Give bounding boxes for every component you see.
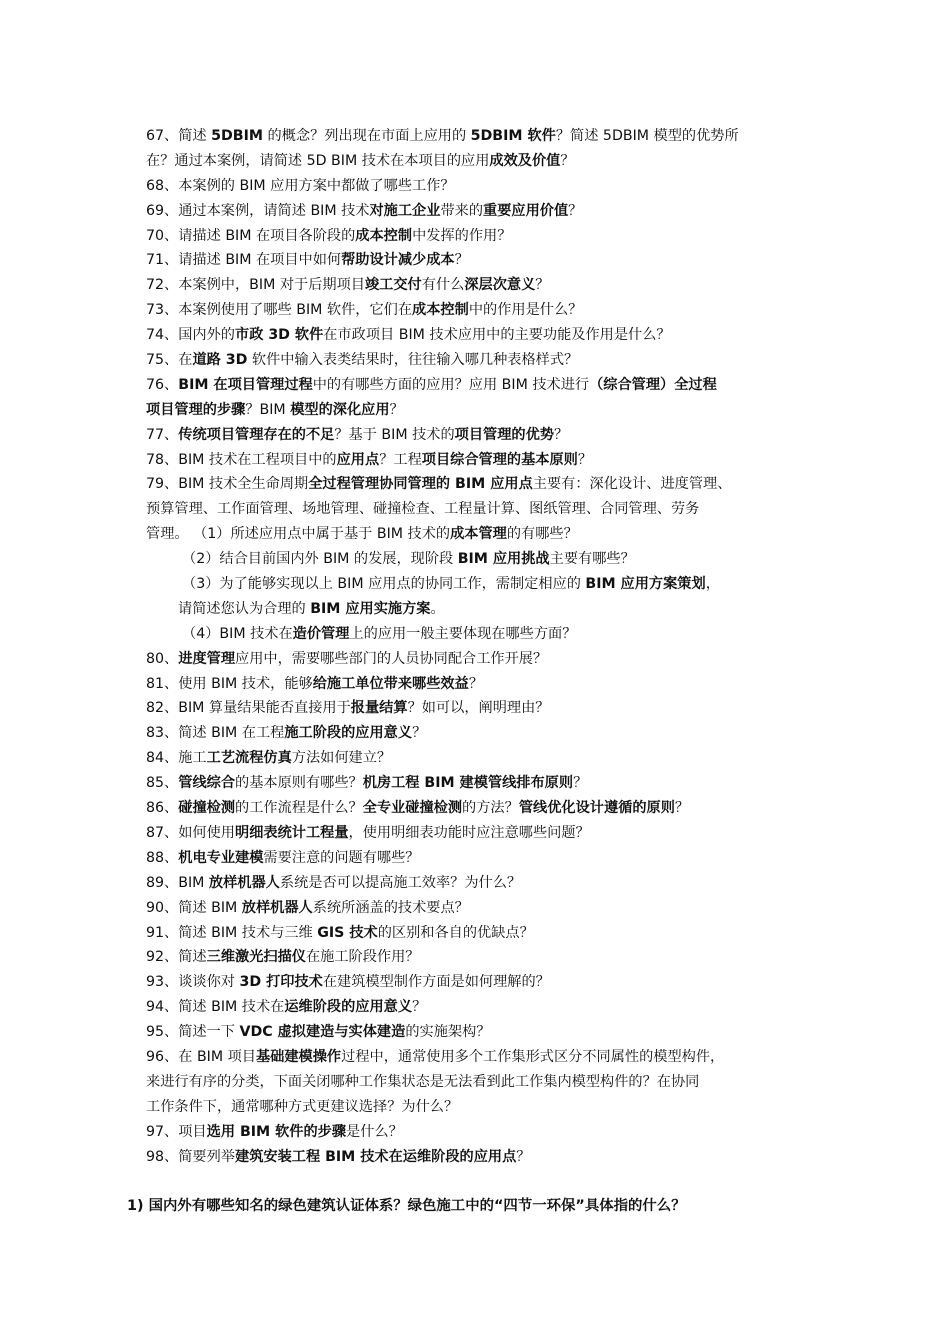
- question-line: [146, 1120, 826, 1145]
- text-segment: 中的有哪些方面的应用？应用 BIM 技术进行: [312, 376, 590, 393]
- text-segment: ？: [389, 401, 404, 418]
- text-segment: 的工作流程是什么？: [235, 800, 363, 817]
- question-line: [146, 174, 826, 199]
- question-line: [146, 771, 826, 796]
- question-line: [146, 472, 826, 497]
- text-segment: （3）为了能够实现以上 BIM 应用点的协同工作，需制定相应的: [182, 576, 586, 593]
- text-segment: ？: [412, 999, 427, 1016]
- text-segment: 预算管理、工作面管理、场地管理、碰撞检查、工程量计算、图纸管理、合同管理、劳务: [146, 501, 700, 518]
- bold-text: 模型的深化应用: [290, 401, 390, 418]
- text-segment: 86、: [146, 800, 179, 817]
- bold-text: 放样机器人: [208, 874, 280, 891]
- text-segment: （4）BIM 技术在: [182, 625, 293, 642]
- bold-text: 应用点: [336, 451, 380, 468]
- bold-text: GIS 技术: [317, 924, 378, 941]
- text-segment: ？基于 BIM 技术的: [334, 426, 455, 443]
- text-segment: 98、简要列举: [146, 1148, 235, 1165]
- question-line: [146, 497, 826, 522]
- bold-text: 三维激光扫描仪: [206, 949, 306, 966]
- question-line: [146, 871, 826, 896]
- question-line: [146, 224, 826, 249]
- text-segment: 82、BIM 算量结果能否直接用于: [146, 700, 351, 717]
- question-line: [146, 672, 826, 697]
- text-segment: 系统是否可以提高施工效率？为什么？: [279, 874, 522, 891]
- bold-text: 管线综合: [178, 775, 236, 792]
- bold-text: 成本管理: [450, 526, 507, 543]
- text-segment: 77、: [146, 426, 179, 443]
- bold-text: 机房工程 BIM 建模管线排布原则: [362, 775, 574, 792]
- text-segment: 带来的: [440, 202, 484, 219]
- bold-text: 运维阶段的应用意义: [284, 999, 413, 1016]
- section-heading: 1) 国内外有哪些知名的绿色建筑认证体系？绿色施工中的“四节一环保”具体指的什么？: [127, 1198, 686, 1214]
- question-line: [146, 373, 826, 398]
- text-segment: 在建筑模型制作方面是如何理解的？: [322, 974, 550, 991]
- text-segment: 88、: [146, 849, 179, 866]
- question-line: [146, 1145, 826, 1170]
- text-segment: ？: [573, 775, 588, 792]
- text-segment: 69、通过本案例，请简述 BIM 技术: [146, 202, 370, 219]
- question-line: [146, 348, 826, 373]
- question-line: [146, 273, 826, 298]
- question-line: [146, 696, 826, 721]
- question-line: [146, 945, 826, 970]
- bold-text: 工艺流程仿真: [206, 750, 292, 767]
- question-line: [146, 572, 826, 597]
- bold-text: 成本控制: [412, 302, 469, 319]
- question-line: [146, 199, 826, 224]
- text-segment: 67、简述: [146, 128, 212, 144]
- bold-text: 机电专业建模: [178, 849, 264, 866]
- question-line: [146, 896, 826, 921]
- text-segment: 上的应用一般主要体现在哪些方面？: [349, 625, 577, 642]
- bold-text: 项目管理的优势: [454, 426, 554, 443]
- text-segment: 84、施工: [146, 750, 207, 767]
- question-line: [146, 448, 826, 473]
- question-line: [146, 298, 826, 323]
- text-segment: 76、: [146, 376, 179, 393]
- bold-text: （综合管理）全过程: [589, 376, 717, 393]
- text-segment: 87、如何使用: [146, 824, 235, 841]
- bold-text: 给施工单位带来哪些效益: [312, 675, 469, 692]
- text-segment: ？BIM: [245, 401, 291, 418]
- text-segment: （2）结合目前国内外 BIM 的发展，现阶段: [182, 551, 458, 568]
- question-line: [146, 398, 826, 423]
- text-segment: 的概念？列出现在市面上应用的: [263, 128, 471, 144]
- question-line: [146, 124, 826, 149]
- bold-text: 深层次意义: [464, 277, 536, 294]
- question-line: [146, 970, 826, 995]
- text-segment: 79、BIM 技术全生命周期: [146, 476, 309, 493]
- bold-text: 项目管理的步骤: [146, 401, 246, 418]
- text-segment: 管理。 （1）所述应用点中属于基于 BIM 技术的: [146, 526, 451, 543]
- bold-text: 成本控制: [355, 227, 413, 244]
- text-segment: 的基本原则有哪些？: [235, 775, 363, 792]
- text-segment: 应用中，需要哪些部门的人员协同配合工作开展？: [235, 650, 548, 667]
- text-segment: 需要注意的问题有哪些？: [263, 849, 420, 866]
- question-line: [146, 796, 826, 821]
- text-segment: ？: [468, 675, 484, 692]
- text-segment: ？简述 5DBIM 模型的优势所: [555, 128, 739, 144]
- bold-text: 项目综合管理的基本原则: [421, 451, 578, 468]
- bold-text: 市政 3D 软件: [235, 327, 324, 344]
- text-segment: ，使用明细表功能时应注意哪些问题？: [348, 824, 590, 841]
- text-segment: ？: [535, 277, 550, 294]
- text-segment: 在市政项目 BIM 技术应用中的主要功能及作用是什么？: [323, 327, 671, 344]
- text-segment: 主要有：深化设计、进度管理、: [532, 476, 732, 493]
- question-line: [146, 846, 826, 871]
- text-segment: ？: [553, 426, 569, 443]
- question-line: [146, 323, 826, 348]
- text-segment: 请简述您认为合理的: [178, 600, 311, 617]
- text-segment: 93、谈谈你对: [146, 974, 240, 991]
- text-segment: 方法如何建立？: [291, 750, 392, 767]
- text-segment: 78、BIM 技术在工程项目中的: [146, 451, 337, 468]
- text-segment: 90、简述 BIM: [146, 899, 242, 916]
- bold-text: 成效及价值: [489, 152, 561, 169]
- bold-text: 施工阶段的应用意义: [284, 725, 413, 742]
- question-line: [146, 821, 826, 846]
- text-segment: ？: [674, 800, 690, 817]
- text-segment: 71、请描述 BIM 在项目中如何: [146, 252, 342, 269]
- text-segment: ？: [454, 252, 469, 269]
- question-line: [146, 746, 826, 771]
- bold-text: 管线优化设计遵循的原则: [518, 800, 675, 817]
- bold-text: 全专业碰撞检测: [362, 800, 463, 817]
- text-segment: 73、本案例使用了哪些 BIM 软件，它们在: [146, 302, 413, 319]
- bold-text: 道路 3D: [192, 352, 248, 369]
- question-line: [146, 1045, 826, 1070]
- bold-text: 重要应用价值: [483, 202, 569, 219]
- text-segment: 在施工阶段作用？: [305, 949, 420, 966]
- bold-text: 造价管理: [292, 625, 350, 642]
- text-segment: 72、本案例中，BIM 对于后期项目: [146, 277, 365, 294]
- text-segment: ？: [412, 725, 427, 742]
- text-segment: ，: [705, 576, 720, 593]
- bold-text: 报量结算: [350, 700, 408, 717]
- question-line: [146, 1020, 826, 1045]
- text-segment: 的区别和各自的优缺点？: [377, 924, 534, 941]
- text-segment: 中发挥的作用？: [412, 227, 512, 244]
- question-line: [146, 423, 826, 448]
- text-segment: ？如可以，阐明理由？: [407, 700, 550, 717]
- bold-text: 对施工企业: [369, 202, 441, 219]
- text-segment: 中的作用是什么？: [468, 302, 583, 319]
- text-segment: 74、国内外的: [146, 327, 235, 344]
- text-segment: 来进行有序的分类，下面关闭哪种工作集状态是无法看到此工作集内模型构件的？在协同: [146, 1073, 700, 1090]
- bold-text: 传统项目管理存在的不足: [178, 426, 335, 443]
- bold-text: 3D 打印技术: [239, 974, 323, 991]
- bold-text: 选用 BIM 软件的步骤: [206, 1123, 347, 1140]
- text-segment: 83、简述 BIM 在工程: [146, 725, 285, 742]
- bold-text: BIM 应用挑战: [457, 551, 550, 568]
- text-segment: 在？通过本案例，请简述 5D BIM 技术在本项目的应用: [146, 152, 490, 169]
- bold-text: 竣工交付: [364, 277, 422, 294]
- question-line: [146, 597, 826, 622]
- bold-text: VDC 虚拟建造与实体建造: [239, 1024, 406, 1041]
- text-segment: ？: [568, 202, 583, 219]
- bold-text: 建筑安装工程 BIM 技术在运维阶段的应用点: [235, 1148, 517, 1165]
- text-segment: 的有哪些？: [506, 526, 578, 543]
- bold-text: 5DBIM: [211, 128, 263, 144]
- text-segment: 81、使用 BIM 技术，能够: [146, 675, 313, 692]
- text-segment: 有什么: [421, 277, 465, 294]
- bold-text: 全过程管理协同管理的 BIM 应用点: [308, 476, 533, 493]
- question-line: [146, 995, 826, 1020]
- text-segment: 过程中，通常使用多个工作集形式区分不同属性的模型构件，: [341, 1048, 725, 1065]
- question-line: [146, 1070, 826, 1095]
- question-line: [146, 721, 826, 746]
- text-segment: 97、项目: [146, 1123, 207, 1140]
- question-line: [146, 921, 826, 946]
- text-segment: 68、本案例的 BIM 应用方案中都做了哪些工作？: [146, 177, 455, 194]
- text-segment: 系统所涵盖的技术要点？: [312, 899, 469, 916]
- question-line: [146, 522, 826, 547]
- text-segment: 94、简述 BIM 技术在: [146, 999, 285, 1016]
- text-segment: 95、简述一下: [146, 1024, 240, 1041]
- text-segment: 85、: [146, 775, 179, 792]
- text-segment: 70、请描述 BIM 在项目各阶段的: [146, 227, 356, 244]
- text-segment: 。: [430, 600, 445, 617]
- bold-text: 基础建模操作: [255, 1048, 342, 1065]
- bold-text: 明细表统计工程量: [235, 824, 349, 841]
- question-line: [146, 622, 826, 647]
- text-segment: 是什么？: [346, 1123, 403, 1140]
- bold-text: 放样机器人: [241, 899, 313, 916]
- text-segment: 工作条件下，通常哪种方式更建议选择？为什么？: [146, 1098, 459, 1115]
- text-segment: 91、简述 BIM 技术与三维: [146, 924, 318, 941]
- text-segment: ？工程: [379, 451, 422, 468]
- question-list: [146, 124, 826, 1169]
- question-line: [146, 547, 826, 572]
- text-segment: 89、BIM: [146, 874, 209, 891]
- text-segment: ？: [516, 1148, 531, 1165]
- text-segment: 主要有哪些？: [549, 551, 635, 568]
- question-line: [146, 1095, 826, 1120]
- text-segment: 92、简述: [146, 949, 207, 966]
- text-segment: 软件中输入表类结果时，往往输入哪几种表格样式？: [247, 352, 579, 369]
- text-segment: ？: [560, 152, 575, 169]
- bold-text: BIM 应用实施方案: [310, 600, 431, 617]
- bold-text: BIM 在项目管理过程: [178, 376, 313, 393]
- question-line: [146, 248, 826, 273]
- text-segment: 80、: [146, 650, 179, 667]
- question-line: [146, 149, 826, 174]
- text-segment: 的方法？: [462, 800, 519, 817]
- bold-text: BIM 应用方案策划: [585, 576, 706, 593]
- question-line: [146, 647, 826, 672]
- text-segment: 96、在 BIM 项目: [146, 1048, 256, 1065]
- bold-text: 5DBIM 软件: [470, 128, 556, 144]
- text-segment: 75、在: [146, 352, 193, 369]
- text-segment: 的实施架构？: [405, 1024, 491, 1041]
- bold-text: 进度管理: [178, 650, 236, 667]
- bold-text: 碰撞检测: [178, 800, 236, 817]
- bold-text: 帮助设计减少成本: [341, 252, 455, 269]
- text-segment: ？: [577, 451, 593, 468]
